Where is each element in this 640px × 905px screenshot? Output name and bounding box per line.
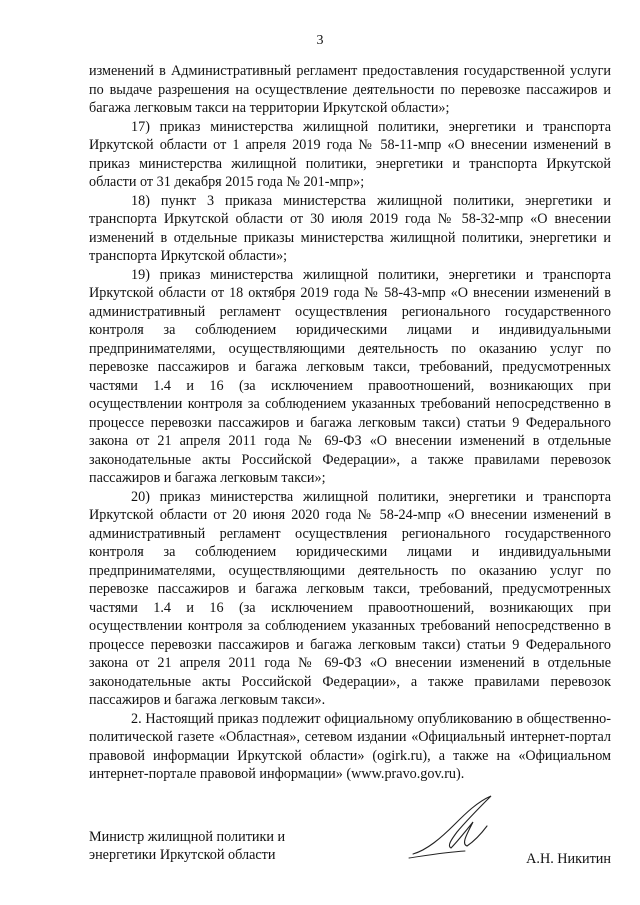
paragraph-2-publication: 2. Настоящий приказ подлежит официальному опубликованию в общественно-политической газете «Областная», сетевом издании «Официальный интернет-портал правовой информации Иркутской области» (ogirk.ru), а также на «Официальном интернет-портале правовой информации» (www.pravo.gov.ru). [89,710,611,782]
page-number: 3 [316,33,324,48]
handwritten-signature [407,792,497,862]
paragraph-17: 17) приказ министерства жилищной политики, энергетики и транспорта Иркутской области от 1 апреля 2019 года № 58-11-мпр «О внесении изменений в приказ министерства жилищной политики, энергетики и транспорта Иркутской области от 31 декабря 2015 года № 201-мпр»; [89,118,611,190]
signatory-position-line-2: энергетики Иркутской области [89,847,276,863]
signatory-position-line-1: Министр жилищной политики и [89,829,286,845]
paragraph-20: 20) приказ министерства жилищной политики, энергетики и транспорта Иркутской области от 20 июня 2020 года № 58-24-мпр «О внесении изменений в административный регламент осуществления регионального государственного контроля за соблюдением юридическими лицами и индивидуальными предпринимателями, осуществляющими деятельность по оказанию услуг по перевозке пассажиров и багажа легковым такси, требований, предусмотренных частями 1.4 и 16 (за исключением правоотношений, возникающих при осуществлении контроля за соблюдением указанных требований непосредственно в процессе перевозки пассажиров и багажа легковым такси) статьи 9 Федерального закона от 21 апреля 2011 года № 69-ФЗ «О внесении изменений в отдельные законодательные акты Российской Федерации», а также правилами перевозок пассажиров и багажа легковым такси». [89,488,611,708]
document-body [89,62,611,784]
paragraph-19: 19) приказ министерства жилищной политики, энергетики и транспорта Иркутской области от 18 октября 2019 года № 58-43-мпр «О внесении изменений в административный регламент осуществления регионального государственного контроля за соблюдением юридическими лицами и индивидуальными предпринимателями, осуществляющими деятельность по оказанию услуг по перевозке пассажиров и багажа легковым такси, требований, предусмотренных частями 1.4 и 16 (за исключением правоотношений, возникающих при осуществлении контроля за соблюдением указанных требований непосредственно в процессе перевозки пассажиров и багажа легковым такси) статьи 9 Федерального закона от 21 апреля 2011 года № 69-ФЗ «О внесении изменений в отдельные законодательные акты Российской Федерации», а также правилами перевозок пассажиров и багажа легковым такси»; [89,266,611,486]
signatory-name: А.Н. Никитин [526,851,611,867]
signature-block [89,818,611,888]
paragraph-16-continuation: изменений в Административный регламент предоставления государственной услуги по выдаче разрешения на осуществление деятельности по перевозке пассажиров и багажа легковым такси на территории Иркутской области»; [89,63,611,116]
paragraph-18: 18) пункт 3 приказа министерства жилищной политики, энергетики и транспорта Иркутской области от 30 июля 2019 года № 58-32-мпр «О внесении изменений в отдельные приказы министерства жилищной политики, энергетики и транспорта Иркутской области»; [89,192,611,264]
signatory-position [89,828,285,864]
